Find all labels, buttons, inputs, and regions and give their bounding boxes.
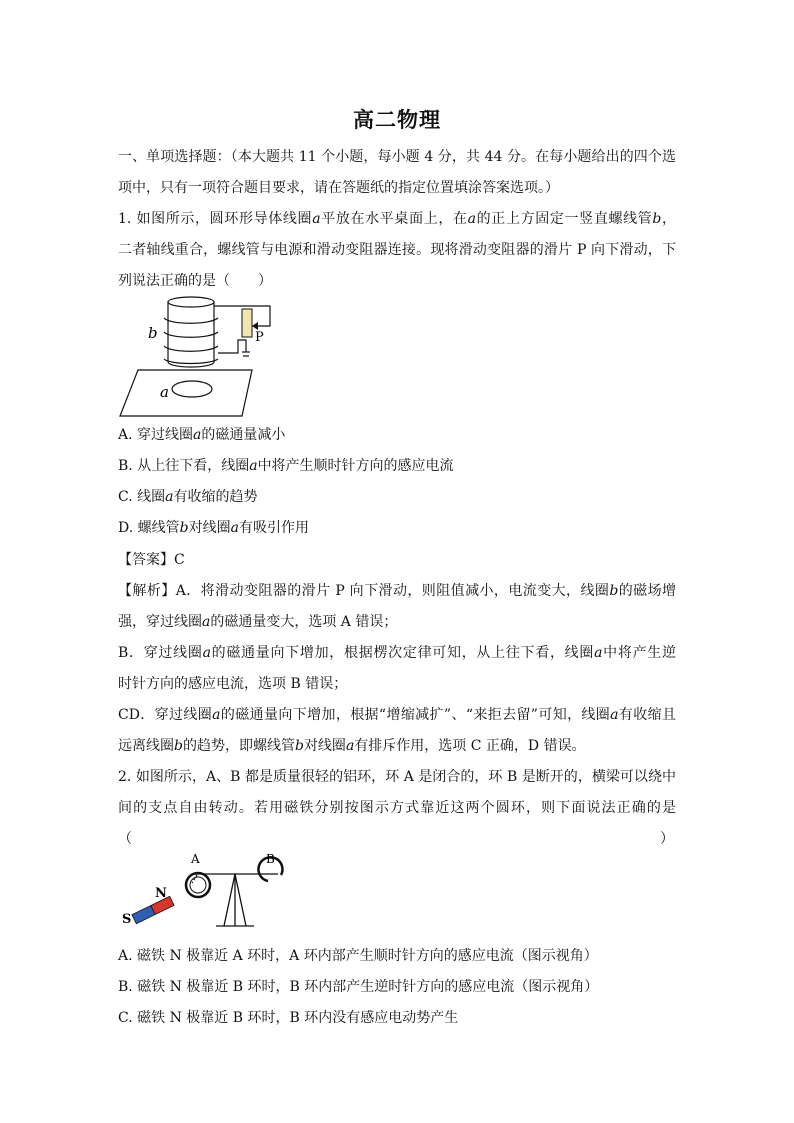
aluminum-rings-figure [118,852,298,934]
q2-option-a: A. 磁铁 N 极靠近 A 环时，A 环内部产生顺时针方向的感应电流（图示视角） [118,948,598,964]
section-instructions-line-1: 一、单项选择题：（本大题共 11 个小题，每小题 4 分，共 44 分。在每小题给出的四个选 [118,149,676,165]
table-surface [120,370,252,416]
label-ring-a: A [191,852,200,866]
label-b: b [148,324,158,342]
q1-option-b: B. 从上往下看，线圈a中将产生顺时针方向的感应电流 [118,458,454,474]
q2-stem-bracket-right: ） [660,831,674,847]
label-ring-b: B [266,852,275,866]
q1-stem-line-1: 1. 如图所示，圆环形导体线圈a平放在水平桌面上，在a的正上方固定一竖直螺线管b， [118,211,677,227]
slider-arrow [252,322,258,330]
page-title: 高二物理 [353,107,441,132]
q1-stem-line-3: 列说法正确的是（ ） [118,273,272,289]
coil-a [172,381,212,397]
rheostat [242,309,252,337]
solenoid-top [168,297,214,307]
solenoid-coil-figure [118,292,278,418]
label-magnet-s: S [122,912,132,927]
label-a: a [160,383,169,401]
q1-analysis-line-1: 【解析】A．将滑动变阻器的滑片 P 向下滑动，则阻值减小，电流变大，线圈b的磁场增 [118,583,676,599]
section-instructions-line-2: 项中，只有一项符合题目要求，请在答题纸的指定位置填涂答案选项。） [118,180,559,196]
q2-stem-line-2: 间的支点自由转动。若用磁铁分别按图示方式靠近这两个圆环，则下面说法正确的是 [118,800,676,816]
q1-option-d: D. 螺线管b对线圈a有吸引作用 [118,520,309,536]
q1-analysis-line-4: 时针方向的感应电流，选项 B 错误； [118,676,348,692]
q1-analysis-line-2: 强，穿过线圈a的磁通量变大，选项 A 错误； [118,614,398,630]
label-p: P [255,330,264,345]
bar-magnet [132,896,174,923]
label-magnet-n: N [155,886,167,901]
q1-analysis-line-5: CD．穿过线圈a的磁通量向下增加，根据“增缩减扩”、“来拒去留”可知，线圈a有收缩且 [118,707,677,723]
q2-option-b: B. 磁铁 N 极靠近 B 环时，B 环内部产生逆时针方向的感应电流（图示视角） [118,979,599,995]
q1-analysis-line-3: B．穿过线圈a的磁通量向下增加，根据楞次定律可知，从上往下看，线圈a中将产生逆 [118,645,677,661]
q2-option-c: C. 磁铁 N 极靠近 B 环时，B 环内没有感应电动势产生 [118,1010,459,1026]
q1-option-a: A. 穿过线圈a的磁通量减小 [118,427,286,443]
q1-stem-line-2: 二者轴线重合，螺线管与电源和滑动变阻器连接。现将滑动变阻器的滑片 P 向下滑动，下 [118,242,676,258]
q2-stem-bracket-left: （ [118,831,132,847]
q1-answer: 【答案】C [118,552,185,568]
q1-analysis-line-6: 远离线圈b的趋势，即螺线管b对线圈a有排斥作用，选项 C 正确，D 错误。 [118,738,586,754]
q2-stem-line-1: 2. 如图所示，A、B 都是质量很轻的铝环，环 A 是闭合的，环 B 是断开的，横梁可以绕中 [118,769,676,785]
q1-option-c: C. 线圈a有收缩的趋势 [118,489,258,505]
